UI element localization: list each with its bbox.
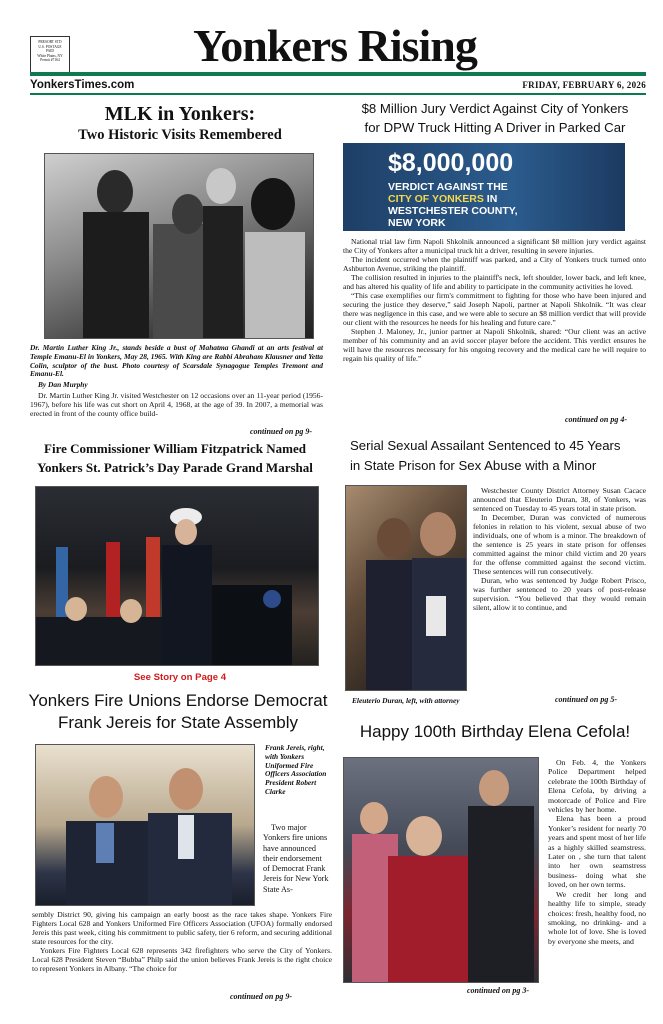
- birthday-paragraph: On Feb. 4, the Yonkers Police Department helped celebrate the 100th Birthday of Elena Cefola, by driving a motorcade of Police and Fire vehicles by her home.: [548, 758, 646, 815]
- masthead-rule: [30, 72, 646, 76]
- assailant-body: [473, 486, 646, 612]
- assailant-caption: Eleuterio Duran, left, with attorney: [352, 696, 460, 705]
- fire-unions-photo: [35, 744, 255, 906]
- birthday-paragraph: We credit her long and healthy life to simple, steady choices: fresh, healthy food, no smoking, no drinking- and a whole lot of love. She is loved by everyone she meets, and: [548, 889, 646, 946]
- assailant-paragraph: Westchester County District Attorney Susan Cacace announced that Eleuterio Duran, 38, of Yonkers, was sentenced on Tuesday to 45 years total in state prison.: [473, 486, 646, 513]
- mlk-subhead: Two Historic Visits Remembered: [78, 127, 282, 143]
- verdict-continued[interactable]: continued on pg 4-: [565, 415, 628, 424]
- permit-line: Permit #7164: [40, 58, 60, 63]
- verdict-paragraph: The collision resulted in injuries to the plaintiff's neck, left shoulder, lower back, and left knee, and has altered his quality of life and ability to participate in the community activities he loved.: [343, 273, 646, 291]
- fire-unions-caption: Frank Jereis, right, with Yonkers Uniformed Fire Officers Association President Robert Clarke: [265, 743, 327, 796]
- masthead-rule-thin: [30, 93, 646, 95]
- mlk-photo: [44, 153, 314, 339]
- mlk-caption: Dr. Martin Luther King Jr., stands beside a bust of Mahatma Ghandi at an arts festival at Temple Emanu-El in Yonkers, May 28, 1965. With King are Rabbi Abraham Klausner and Yetta Colin, sculptor of the bust. Photo courtesy of Scarsdale Synagogue Temples Tremont and Emanu-El.: [30, 343, 323, 379]
- mlk-continued[interactable]: continued on pg 9-: [250, 427, 313, 436]
- verdict-paragraph: National trial law firm Napoli Shkolnik announced a significant $8 million jury verdict against the City of Yonkers after a municipal truck hit a driver, resulting in severe injuries.: [343, 237, 646, 255]
- fire-commissioner-photo: [35, 486, 319, 666]
- verdict-banner-line: WESTCHESTER COUNTY,: [388, 205, 518, 217]
- birthday-paragraph: Elena has been a proud Yonker’s resident for nearly 70 years and spent most of her life as a highly skilled seamstress. Later on , she turn that talent into her own seamstress business- doing what she loved, on her own terms.: [548, 814, 646, 890]
- permit-line: PAID: [45, 49, 55, 54]
- birthday-figures: [344, 758, 539, 983]
- mlk-body-paragraph: Dr. Martin Luther King Jr. visited Westchester on 12 occasions over an 11-year period (1956-1967), before his life was cut short on April 4, 1968, at the age of 39. In 2007, a memorial was erected in front of the county office build-: [30, 391, 323, 418]
- fire-photo-figures: [36, 487, 319, 666]
- verdict-paragraph: The incident occurred when the plaintiff was parked, and a City of Yonkers truck turned onto Ashburton Avenue, striking the plaintiff.: [343, 255, 646, 273]
- verdict-paragraph: “This case exemplifies our firm's commitment to fighting for those who have been injured and securing the justice they deserve,” said Joseph Napoli, partner at Napoli Shkolnik. “It was clear there was negligence in this case, and we were able to secure an $8 million verdict that will provide our client with the resources he needs for his healing and future care.”: [343, 291, 646, 327]
- verdict-headline-1: $8 Million Jury Verdict Against City of Yonkers: [361, 101, 629, 116]
- verdict-banner-line: VERDICT AGAINST THE: [388, 181, 508, 193]
- fire-unions-headline-2: Frank Jereis for State Assembly: [58, 713, 298, 732]
- birthday-body: [548, 758, 646, 946]
- fire-unions-headline-1: Yonkers Fire Unions Endorse Democrat: [28, 691, 328, 710]
- assailant-continued[interactable]: continued on pg 5-: [555, 695, 618, 704]
- permit-line: PRESORT STD: [38, 40, 62, 44]
- postage-permit-box: [30, 36, 70, 76]
- birthday-photo: [343, 757, 539, 983]
- birthday-continued[interactable]: continued on pg 3-: [467, 986, 530, 995]
- assembly-figures: [36, 745, 255, 906]
- fire-commissioner-headline-1: Fire Commissioner William Fitzpatrick Named: [44, 441, 306, 456]
- verdict-banner-highlight: CITY OF YONKERS: [388, 193, 484, 205]
- assailant-paragraph: Duran, who was sentenced by Judge Robert Prisco, was further sentenced to 20 years of post-release supervision. “You believed that they would remain silent, allow it to continue, and: [473, 576, 646, 612]
- mlk-headline: MLK in Yonkers:: [104, 103, 256, 125]
- fire-commissioner-headline-2: Yonkers St. Patrick’s Day Parade Grand Marshal: [37, 460, 313, 475]
- verdict-banner-text: IN: [483, 193, 498, 205]
- verdict-headline-2: for DPW Truck Hitting A Driver in Parked Car: [364, 120, 626, 135]
- site-link[interactable]: YonkersTimes.com: [30, 79, 135, 91]
- fire-unions-paragraph: sembly District 90, giving his campaign an early boost as the race takes shape. Yonkers Fire Fighters Local 628 and Yonkers Uniformed Fire Officers Association (UFOA) formally endorsed Jereis this past week, citing his commitment to public safety, tier 6 reform, and securing additional state resources for the city.: [32, 910, 332, 946]
- assailant-paragraph: In December, Duran was convicted of numerous felonies in relation to his violent, sexual abuse of two individuals, one of whom is a minor. The breakdown of the sentence is 25 years in state prison for offenses committed against the minor child victim and 20 years for the offense committed against the second victim. These sentences will run consecutively.: [473, 513, 646, 576]
- issue-date: FRIDAY, FEBRUARY 6, 2026: [522, 80, 646, 90]
- newspaper-title: Yonkers Rising: [193, 20, 477, 71]
- see-story-link[interactable]: See Story on Page 4: [133, 672, 227, 683]
- courtroom-figures: [346, 486, 467, 691]
- fire-unions-side-text: [263, 823, 330, 895]
- permit-line: U.S. POSTAGE: [38, 44, 62, 49]
- mlk-body: [30, 391, 323, 418]
- assailant-photo: [345, 485, 467, 691]
- mlk-byline: By Dan Murphy: [38, 380, 88, 389]
- fire-unions-paragraph: Yonkers Fire Fighters Local 628 represents 342 firefighters who serve the City of Yonkers. Local 628 President Steven “Bubba” Philp said the union believes Frank Jereis is the right choice to represent Yonkers in Albany. “The choice for: [32, 946, 332, 973]
- verdict-banner: [343, 143, 625, 231]
- mlk-photo-figures: [45, 154, 314, 339]
- verdict-banner-line: NEW YORK: [388, 217, 446, 229]
- assailant-headline-2: in State Prison for Sex Abuse with a Minor: [350, 458, 597, 473]
- verdict-banner-amount: $8,000,000: [388, 149, 514, 177]
- verdict-paragraph: Stephen J. Maloney, Jr., junior partner at Napoli Shkolnik, shared: “Our client was an active member of his community and an avid soccer player before the accident. This verdict ensures he will have the resources necessary for his ongoing recovery and the medical care he will require to regain his quality of life.”: [343, 327, 646, 363]
- verdict-body: [343, 237, 646, 363]
- permit-line: White Plains, NY: [37, 53, 63, 58]
- assailant-headline-1: Serial Sexual Assailant Sentenced to 45 Years: [350, 438, 621, 453]
- fire-unions-side-paragraph: Two major Yonkers fire unions have announced their endorsement of Democrat Frank Jereis for New York State As-: [263, 823, 329, 894]
- fire-unions-continued[interactable]: continued on pg 9-: [230, 992, 293, 1001]
- birthday-headline: Happy 100th Birthday Elena Cefola!: [359, 722, 631, 741]
- fire-unions-body: [32, 910, 332, 973]
